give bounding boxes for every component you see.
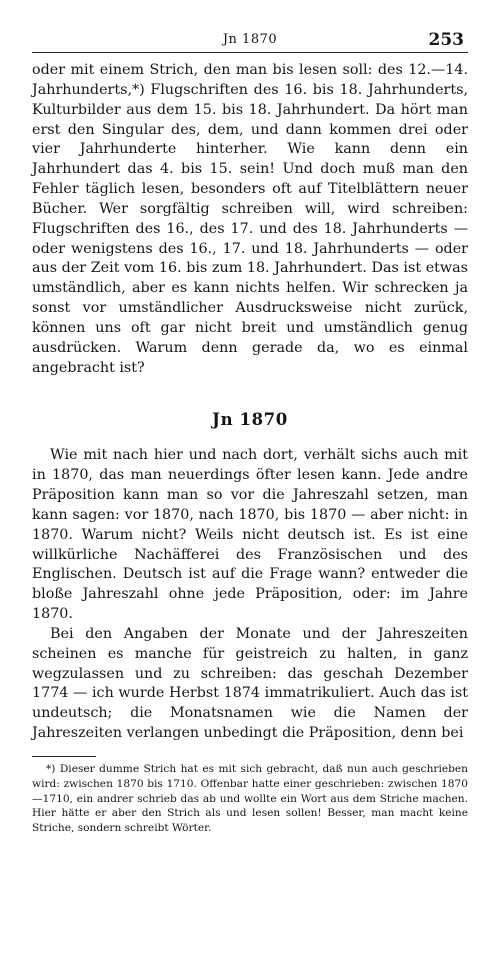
- continuation-paragraph: oder mit einem Strich, den man bis lesen soll: des 12.—14. Jahrhunderts,*) Flugschriften des 16. bis 18. Jahrhunderts, Kulturbilder aus dem 15. bis 18. Jahrhundert. Da hört man erst den Singular des, dem, und dann kommen drei oder vier Jahrhunderte hinterher. Wie kann denn ein Jahrhundert das 4. bis 15. sein! Und doch muß man den Fehler täglich lesen, besonders oft auf Titelblättern neuer Bücher. Wer sorgfältig schreiben will, wird schreiben: Flugschriften des 16., des 17. und des 18. Jahrhunderts — oder wenigstens des 16., 17. und 18. Jahrhunderts — oder aus der Zeit vom 16. bis zum 18. Jahrhundert. Das ist etwas umständlich, aber es kann nichts helfen. Wir schrecken ja sonst vor umständlicher Ausdrucksweise nicht zurück, können uns oft gar nicht breit und umständlich genug ausdrücken. Warum denn gerade da, wo es einmal angebracht ist?: [32, 62, 468, 376]
- body-text: [32, 61, 468, 744]
- footnote-rule: [32, 756, 96, 757]
- section-paragraph-1: Wie mit nach hier und nach dort, verhält sichs auch mit in 1870, das man neuerdings öfter lesen kann. Jede andre Präposition kann man so vor die Jahreszahl setzen, man kann sagen: vor 1870, nach 1870, bis 1870 — aber nicht: in 1870. Warum nicht? Weils nicht deutsch ist. Es ist eine willkürliche Nachäfferei des Französischen und des Englischen. Deutsch ist auf die Frage wann? entweder die bloße Jahreszahl ohne jede Präposition, oder: im Jahre 1870.: [32, 447, 468, 623]
- section-heading: Jn 1870: [212, 409, 288, 429]
- running-header: [32, 30, 468, 53]
- section-paragraph-2: Bei den Angaben der Monate und der Jahreszeiten scheinen es manche für geistreich zu halten, in ganz wegzulassen und zu schreiben: das geschah Dezember 1774 — ich wurde Herbst 1874 immatrikuliert. Auch das ist undeutsch; die Monatsnamen wie die Namen der Jahreszeiten verlangen unbedingt die Präposition, denn bei: [32, 625, 468, 742]
- running-title: Jn 1870: [222, 32, 278, 47]
- footnote: *) Dieser dumme Strich hat es mit sich gebracht, daß nun auch geschrieben wird: zwischen 1870 bis 1710. Offenbar hatte einer geschrieben: zwischen 1870—1710, ein andrer schrieb das ab und wollte ein Wort aus dem Striche machen. Hier hätte er aber den Strich als und lesen sollen! Besser, man macht keine Striche, sondern schreibt Wörter.: [32, 763, 468, 835]
- page-number: 253: [428, 30, 464, 50]
